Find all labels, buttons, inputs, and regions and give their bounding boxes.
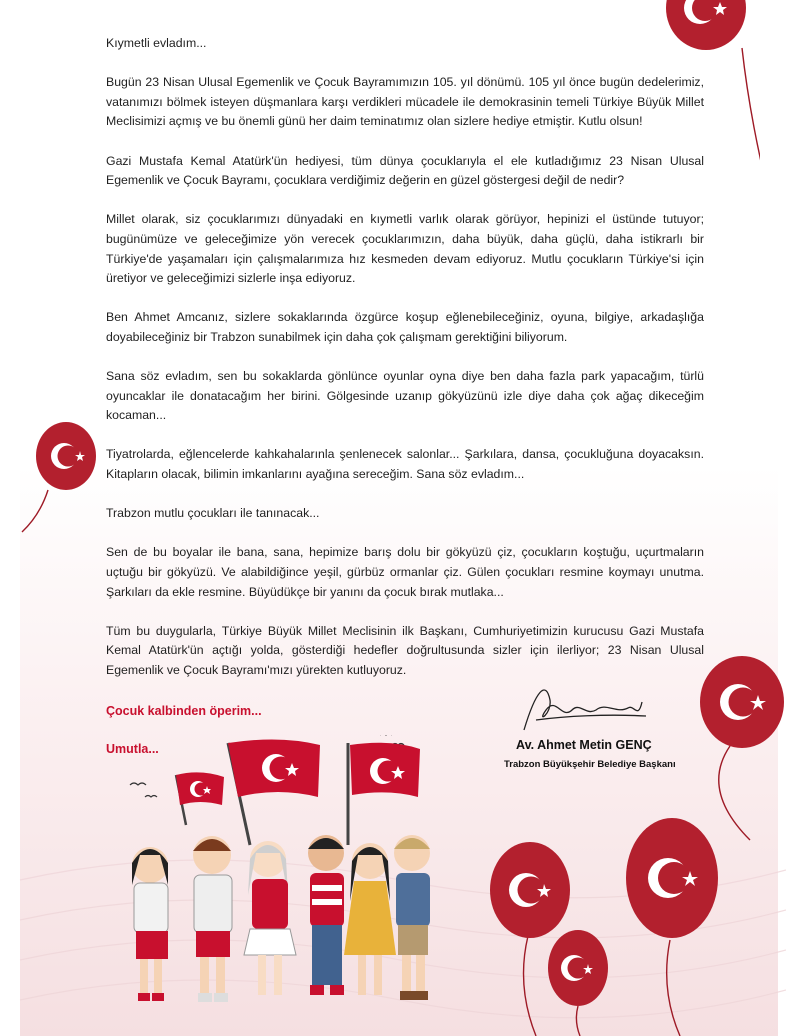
handwritten-signature	[516, 680, 656, 740]
balloon-left-icon	[18, 420, 108, 540]
balloon-bottom-small-icon	[544, 926, 614, 1036]
letter-paragraph-1: Bugün 23 Nisan Ulusal Egemenlik ve Çocuk Bayramımızın 105. yıl dönümü. 105 yıl önce bugün dedelerimiz, vatanımızı bölmek isteyen düşmanlara karşı verdikleri mücadele ile demokrasinin temeli Türkiye Büyük Millet Meclisimizi açmış ve bu önemli günü her daim teminatımız olan sizlere hediye etmiştir. Kutlu olsun!	[106, 75, 704, 129]
letter-greeting: Kıymetli evladım...	[106, 36, 207, 50]
letter-paragraph-5: Sana söz evladım, sen bu sokaklarda gönlünce oyunlar oyna diye ben daha fazla park yapacağım, türlü oyuncaklar ile donatacağım her birini. Gölgesinde uzanıp gökyüzünü izle diye daha çok ağaç dikeceğim kocaman...	[106, 369, 704, 423]
letter-paragraph-8: Sen de bu boyalar ile bana, sana, hepimize barış dolu bir gökyüzü çiz, çocukların koştuğu, uçurtmaların uçtuğu bir gökyüzü. Ve alabildiğince yeşil, gürbüz ormanlar çiz. Gülen çocukları resmine koymayı unutma. Şarkıları da ekle resmine. Büyüdükçe bir yanını da çocuk bırak mutlaka...	[106, 545, 704, 599]
signature-title: Trabzon Büyükşehir Belediye Başkanı	[504, 759, 676, 770]
letter-paragraph-7: Trabzon mutlu çocukları ile tanınacak...	[106, 506, 320, 521]
letter-paragraph-3: Millet olarak, siz çocuklarımızı dünyadaki en kıymetli varlık olarak görüyor, hepinizi el üstünde tutuyor; bugünümüze ve geleceğimize yön verecek çocuklarımızın, daha büyük, daha güçlü, daha istikrarlı bir Türkiye'de yaşamaları için çalışmalarımıza hız kesmeden devam ediyoruz. Mutlu çocukların Türkiye'si için üretiyor ve geleceğimizi sizlerle inşa ediyoruz.	[106, 212, 704, 286]
letter-paragraph-4: Ben Ahmet Amcanız, sizlere sokaklarında özgürce koşup eğlenebileceğiniz, oyuna, bilgiye, arkadaşlığa doyabileceğiniz bir Trabzon sunabilmek için daha çok çalışmam gerektiğini biliyorum.	[106, 310, 704, 344]
closing-line-1: Çocuk kalbinden öperim...	[106, 704, 262, 718]
letter-paragraph-6: Tiyatrolarda, eğlencelerde kahkahalarınla şenlenecek salonlar... Şarkılara, dansa, çocukluğuna doyacaksın. Kitapların olacak, bilimin imkanlarını ayağına sereceğim. Sana söz evladım...	[106, 447, 704, 482]
balloon-bottom-right-icon	[620, 810, 730, 1036]
children-with-flags-illustration	[100, 735, 460, 1025]
balloon-top-right-icon	[660, 0, 760, 200]
signature-name: Av. Ahmet Metin GENÇ	[516, 738, 652, 752]
letter-paragraph-9: Tüm bu duygularla, Türkiye Büyük Millet Meclisinin ilk Başkanı, Cumhuriyetimizin kurucusu Gazi Mustafa Kemal Atatürk'ün açtığı yolda, gösterdiği hedefler doğrultusunda sizler için ilerliyor; 23 Nisan Ulusal Egemenlik ve Çocuk Bayramı'mızı yürekten kutluyoruz.	[106, 623, 704, 677]
letter-paragraph-2: Gazi Mustafa Kemal Atatürk'ün hediyesi, tüm dünya çocuklarıyla el ele kutladığımız 23 Nisan Ulusal Egemenlik ve Çocuk Bayramı, çocuklara verdiğimiz değerin en güzel göstergesi değil de nedir?	[106, 153, 704, 188]
letter-body	[106, 34, 704, 700]
closing-line-2: Umutla...	[106, 742, 159, 756]
